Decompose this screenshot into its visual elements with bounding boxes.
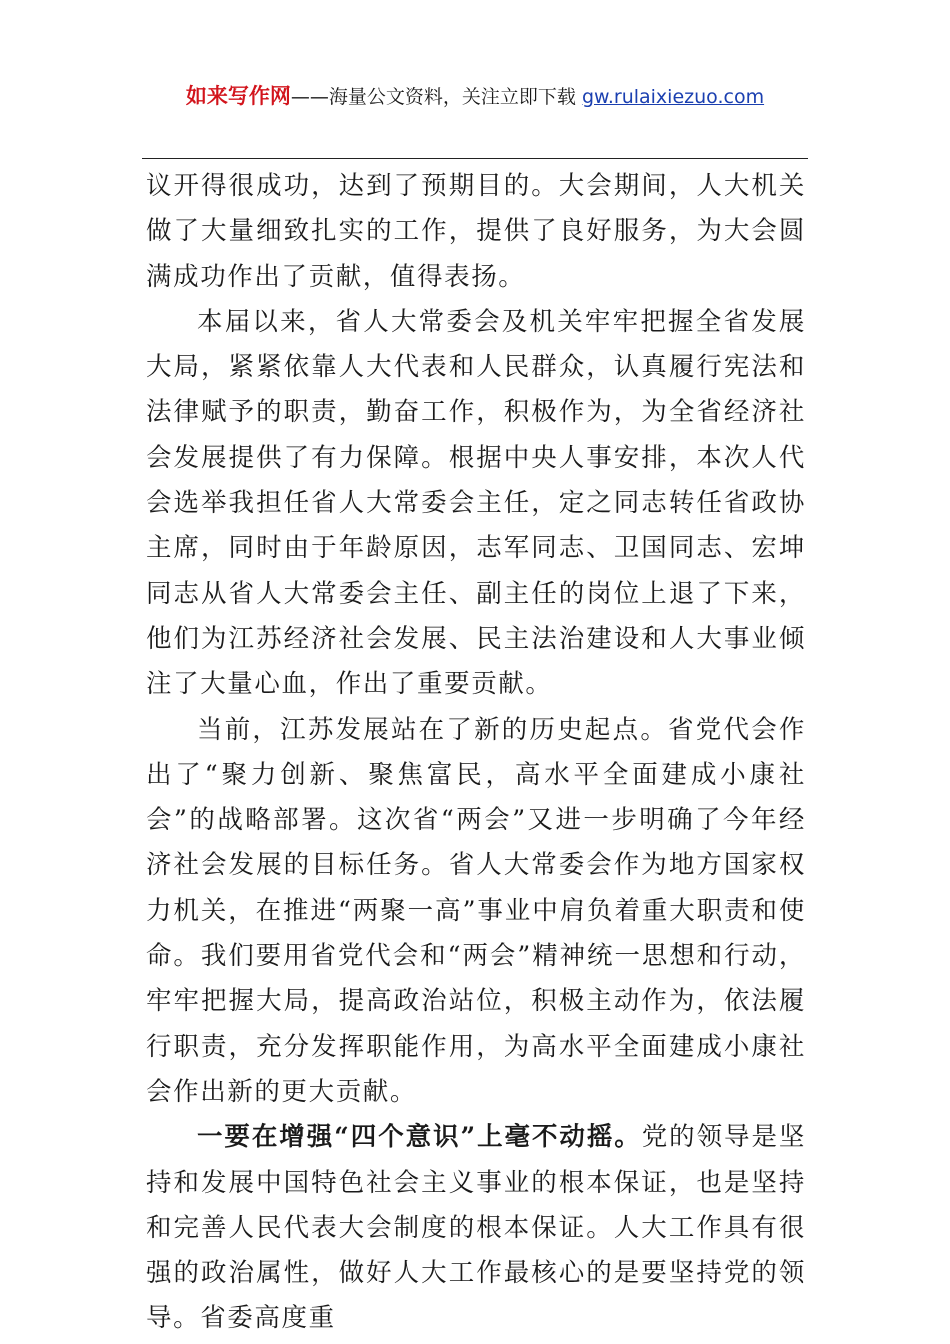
paragraph-text: 党的领导是坚持和发展中国特色社会主义事业的根本保证，也是坚持和完善人民代表大会制度的根本保证。人大工作具有很强的政治属性，做好人大工作最核心的是要坚持党的领导。省委高度重	[146, 1122, 806, 1334]
document-body	[146, 164, 806, 1342]
site-header	[0, 82, 950, 111]
paragraph: 本届以来，省人大常委会及机关牢牢把握全省发展大局，紧紧依靠人大代表和人民群众，认真履行宪法和法律赋予的职责，勤奋工作，积极作为，为全省经济社会发展提供了有力保障。根据中央人事安排，本次人代会选举我担任省人大常委会主任，定之同志转任省政协主席，同时由于年龄原因，志军同志、卫国同志、宏坤同志从省人大常委会主任、副主任的岗位上退了下来，他们为江苏经济社会发展、民主法治建设和人大事业倾注了大量心血，作出了重要贡献。	[146, 306, 806, 700]
site-tagline: ——海量公文资料，关注立即下载	[290, 86, 576, 108]
header-divider	[142, 158, 808, 159]
site-brand: 如来写作网	[185, 84, 291, 108]
site-url-link[interactable]: gw.rulaixiezuo.com	[581, 86, 765, 108]
paragraph: 当前，江苏发展站在了新的历史起点。省党代会作出了“聚力创新、聚焦富民，高水平全面建成小康社会”的战略部署。这次省“两会”又进一步明确了今年经济社会发展的目标任务。省人大常委会作为地方国家权力机关，在推进“两聚一高”事业中肩负着重大职责和使命。我们要用省党代会和“两会”精神统一思想和行动，牢牢把握大局，提高政治站位，积极主动作为，依法履行职责，充分发挥职能作用，为高水平全面建成小康社会作出新的更大贡献。	[146, 714, 806, 1107]
paragraph-continuation: 议开得很成功，达到了预期目的。大会期间，人大机关做了大量细致扎实的工作，提供了良好服务，为大会圆满成功作出了贡献，值得表扬。	[146, 171, 806, 292]
paragraph-with-lead	[146, 1115, 806, 1341]
paragraph-lead-heading: 一要在增强“四个意识”上毫不动摇。	[197, 1122, 642, 1153]
